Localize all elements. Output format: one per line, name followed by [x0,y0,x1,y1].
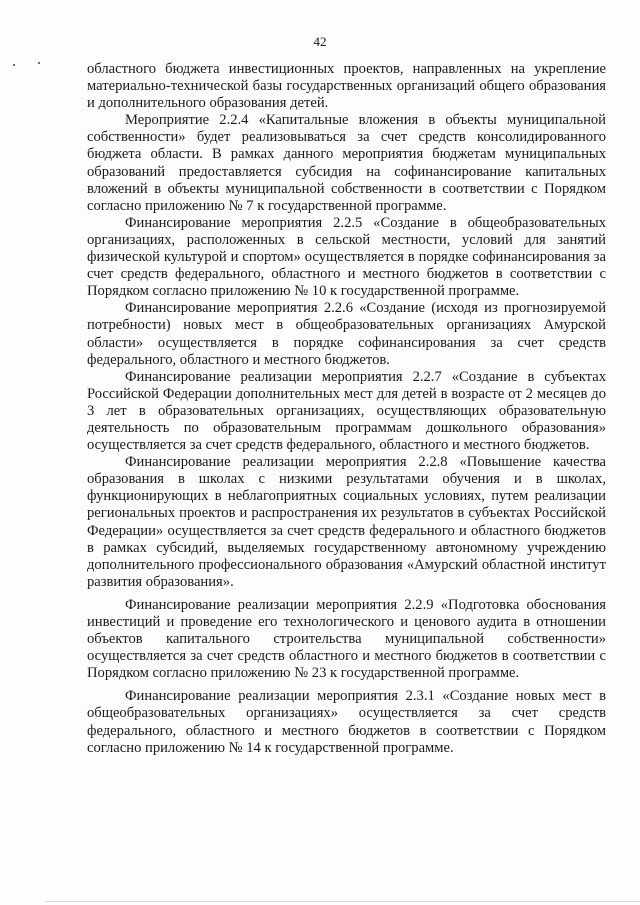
document-body [87,61,606,757]
paragraph-measure-2-2-7: Финансирование реализации мероприятия 2.2.7 «Создание в субъектах Российской Федерации дополнительных мест для детей в возрасте от 2 месяцев до 3 лет в образовательных организациях, осуществляющих образовательную деятельность по образовательным программам дошкольного образования» осуществляется за счет средств федерального, областного и местного бюджетов. [87,368,606,454]
page-number: 42 [313,34,327,49]
paragraph-measure-2-2-8: Финансирование реализации мероприятия 2.2.8 «Повышение качества образования в школах с низкими результатами обучения и в школах, функционирующих в неблагоприятных социальных условиях, путем реализации региональных проектов и распространения их результатов в субъектах Российской Федерации» осуществляется за счет средств федерального и областного бюджетов в рамках субсидий, выделяемых государственному автономному учреждению дополнительного профессионального образования «Амурский областной институт развития образования». [87,454,606,590]
page-bottom-edge [45,901,640,902]
paragraph-measure-2-2-6: Финансирование мероприятия 2.2.6 «Создание (исходя из прогнозируемой потребности) новых мест в общеобразовательных организациях Амурской области» осуществляется в порядке софинансирования за счет средств федерального, областного и местного бюджетов. [87,300,606,368]
paragraph-measure-2-2-5: Финансирование мероприятия 2.2.5 «Создание в общеобразовательных организациях, расположенных в сельской местности, условий для занятий физической культурой и спортом» осуществляется в порядке софинансирования за счет средств федерального, областного и местного бюджетов в соответствии с Порядком согласно приложению № 10 к государственной программе. [87,214,606,300]
paragraph-measure-2-3-1: Финансирование реализации мероприятия 2.3.1 «Создание новых мест в общеобразовательных организациях» осуществляется за счет средств федерального, областного и местного бюджетов в соответствии с Порядком согласно приложению № 14 к государственной программе. [87,688,606,756]
scan-speck [38,62,40,64]
paragraph-measure-2-2-9: Финансирование реализации мероприятия 2.2.9 «Подготовка обоснования инвестиций и проведение его технологического и ценового аудита в отношении объектов капитального строительства муниципальной собственности» осуществляется за счет средств областного и местного бюджетов в соответствии с Порядком согласно приложению № 23 к государственной программе. [87,596,606,682]
paragraph-measure-2-2-4: Мероприятие 2.2.4 «Капитальные вложения в объекты муниципальной собственности» будет реализовываться за счет средств консолидированного бюджета области. В рамках данного мероприятия бюджетам муниципальных образований предоставляется субсидия на софинансирование капитальных вложений в объекты муниципальной собственности в соответствии с Порядком согласно приложению № 7 к государственной программе. [87,112,606,214]
scan-speck [13,64,15,66]
paragraph-continuation: областного бюджета инвестиционных проектов, направленных на укрепление материально-технической базы государственных организаций общего образования и дополнительного образования детей. [87,61,606,112]
